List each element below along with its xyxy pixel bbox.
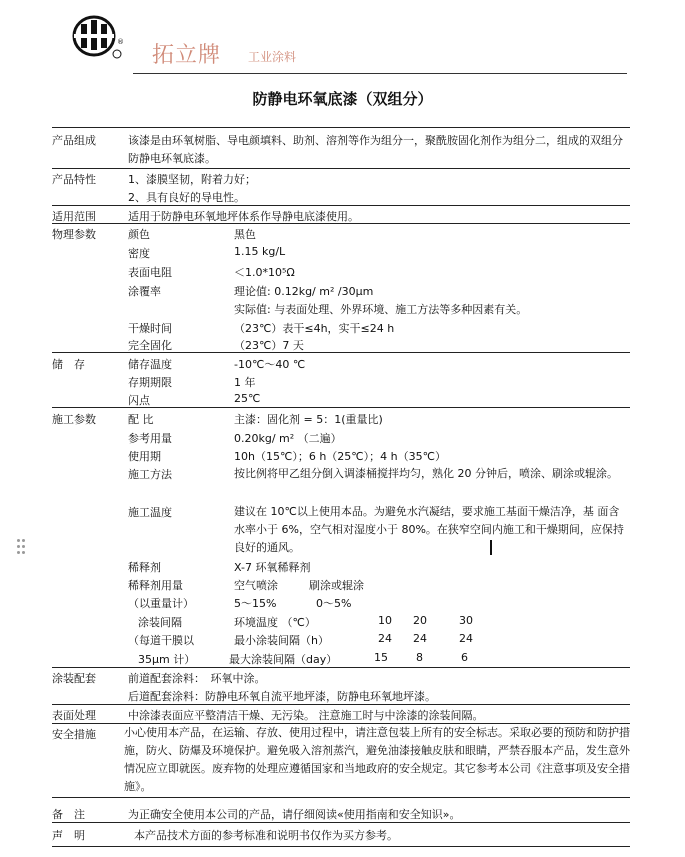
param-value: 实际值: 与表面处理、外界环境、施工方法等多种因素有关。 (234, 303, 528, 316)
section-label-application: 施工参数 (52, 413, 96, 426)
param-key: 施工方法 (128, 468, 172, 481)
param-key: 35μm 计） (138, 653, 196, 666)
param-key: 涂装间隔 (138, 616, 182, 629)
interval-row-label: 最小涂装间隔（h） (234, 634, 329, 647)
divider (52, 168, 630, 169)
divider (52, 846, 630, 847)
section-label-scope: 适用范围 (52, 210, 96, 223)
param-value: （23℃）表干≤4h，实干≤24 h (234, 322, 395, 335)
brand-subtitle: 工业涂料 (248, 50, 297, 64)
section-label-surface: 表面处理 (52, 709, 96, 722)
statement-text: 本产品技术方面的参考标准和说明书仅作为买方参考。 (134, 829, 398, 842)
section-label-matching: 涂装配套 (52, 672, 96, 685)
divider (52, 223, 630, 224)
param-value: 25℃ (234, 392, 261, 405)
interval-cell: 24 (459, 632, 473, 645)
drag-handle-icon[interactable] (16, 538, 26, 554)
divider (52, 407, 630, 408)
divider (52, 797, 630, 798)
param-value: （23℃）7 天 (234, 339, 304, 352)
section-label-storage: 储 存 (52, 358, 85, 371)
param-value: 0～5% (316, 597, 352, 610)
interval-cell: 24 (413, 632, 427, 645)
interval-cell: 8 (416, 651, 423, 664)
interval-cell: 30 (459, 614, 473, 627)
safety-text: 小心使用本产品，在运输、存放、使用过程中，请注意包装上所有的安全标志。采取必要的预防和防护措施，防火、防爆及环境保护。避免吸入溶剂蒸汽，避免油漆接触皮肤和眼睛，严禁吞服本产品，发生意外情况应立即就医。废弃物的处理应遵循国家和当地政府的安全规定。其它参考本公司《注意事项及安全措施》。 (124, 726, 630, 793)
interval-cell: 6 (461, 651, 468, 664)
section-label-composition: 产品组成 (52, 134, 96, 147)
interval-cell: 10 (378, 614, 392, 627)
param-value: 主漆：固化剂 = 5：1(重量比) (234, 413, 383, 426)
matching-line: 前道配套涂料： 环氧中涂。 (128, 672, 266, 685)
param-key: 稀释剂用量 (128, 579, 183, 592)
param-value: 0.20kg/ m² （二遍） (234, 432, 342, 445)
param-value: 建议在 10℃以上使用本品。为避免水汽凝结，要求施工基面干燥洁净，基 面含水率小于 6%，空气相对湿度小于 80%。在狭窄空间内施工和干燥期间，应保持良好的通风。 (234, 505, 624, 554)
param-key: 涂覆率 (128, 285, 161, 298)
divider (52, 205, 630, 206)
interval-cell: 20 (413, 614, 427, 627)
matching-line: 后道配套涂料：防静电环氧自流平地坪漆，防静电环氧地坪漆。 (128, 690, 436, 703)
divider (52, 822, 630, 823)
param-value: 黑色 (234, 228, 256, 241)
param-value: 1.15 kg/L (234, 245, 286, 258)
section-label-statement: 声 明 (52, 829, 85, 842)
section-label-physical: 物理参数 (52, 228, 96, 241)
interval-row-label: 环境温度 （℃） (234, 616, 316, 629)
divider (52, 352, 630, 353)
param-key: 完全固化 (128, 339, 172, 352)
scope-text: 适用于防静电环氧地坪体系作导静电底漆使用。 (128, 210, 359, 223)
divider (52, 704, 630, 705)
param-key: 密度 (128, 247, 150, 260)
composition-text: 该漆是由环氧树脂、导电颜填料、助剂、溶剂等作为组分一，聚酰胺固化剂作为组分二，组成的双组分防静电环氧底漆。 (128, 134, 623, 165)
param-value: 理论值: 0.12kg/ m² /30μm (234, 285, 374, 298)
section-label-features: 产品特性 (52, 173, 96, 186)
param-value: 10h（15℃）；6 h（25℃）；4 h（35℃） (234, 450, 446, 463)
remarks-text: 为正确安全使用本公司的产品，请仔细阅读«使用指南和安全知识»。 (128, 808, 461, 821)
param-key: （以重量计） (128, 597, 194, 610)
param-value: -10℃～40 ℃ (234, 358, 306, 371)
param-value: 刷涂或辊涂 (309, 579, 364, 592)
param-key: 干燥时间 (128, 322, 172, 335)
param-key: （每道干膜以 (128, 634, 194, 647)
param-key: 颜色 (128, 228, 150, 241)
brand-name: 拓立牌 (152, 43, 222, 68)
feature-line: 1、漆膜坚韧，附着力好； (128, 173, 256, 186)
registered-mark: ® (117, 38, 124, 46)
param-value: 空气喷涂 (234, 579, 278, 592)
document-title: 防静电环氧底漆（双组分） (252, 90, 433, 108)
param-key: 施工温度 (128, 506, 172, 519)
feature-line: 2、具有良好的导电性。 (128, 191, 245, 204)
param-value: ＜1.0*10⁵Ω (234, 266, 295, 279)
param-key: 参考用量 (128, 432, 172, 445)
param-key: 稀释剂 (128, 561, 161, 574)
divider (52, 127, 630, 128)
divider (52, 667, 630, 668)
param-value: 5～15% (234, 597, 277, 610)
surface-text: 中涂漆表面应平整清洁干燥、无污染。 注意施工时与中涂漆的涂装间隔。 (128, 709, 484, 722)
text-cursor (490, 540, 492, 555)
param-value: 1 年 (234, 376, 256, 389)
section-label-remarks: 备 注 (52, 808, 85, 821)
interval-cell: 15 (374, 651, 388, 664)
param-key: 配 比 (128, 413, 154, 426)
interval-cell: 24 (378, 632, 392, 645)
interval-row-label: 最大涂装间隔（day） (229, 653, 338, 666)
brand-logo (72, 14, 122, 60)
param-key: 存期期限 (128, 376, 172, 389)
param-key: 表面电阻 (128, 266, 172, 279)
param-key: 储存温度 (128, 358, 172, 371)
param-value: 按比例将甲乙组分倒入调漆桶搅拌均匀，熟化 20 分钟后，喷涂、刷涂或辊涂。 (234, 467, 618, 480)
param-value: X-7 环氧稀释剂 (234, 561, 311, 574)
section-label-safety: 安全措施 (52, 728, 96, 741)
param-key: 使用期 (128, 450, 161, 463)
header-rule (133, 73, 627, 74)
param-key: 闪点 (128, 394, 150, 407)
